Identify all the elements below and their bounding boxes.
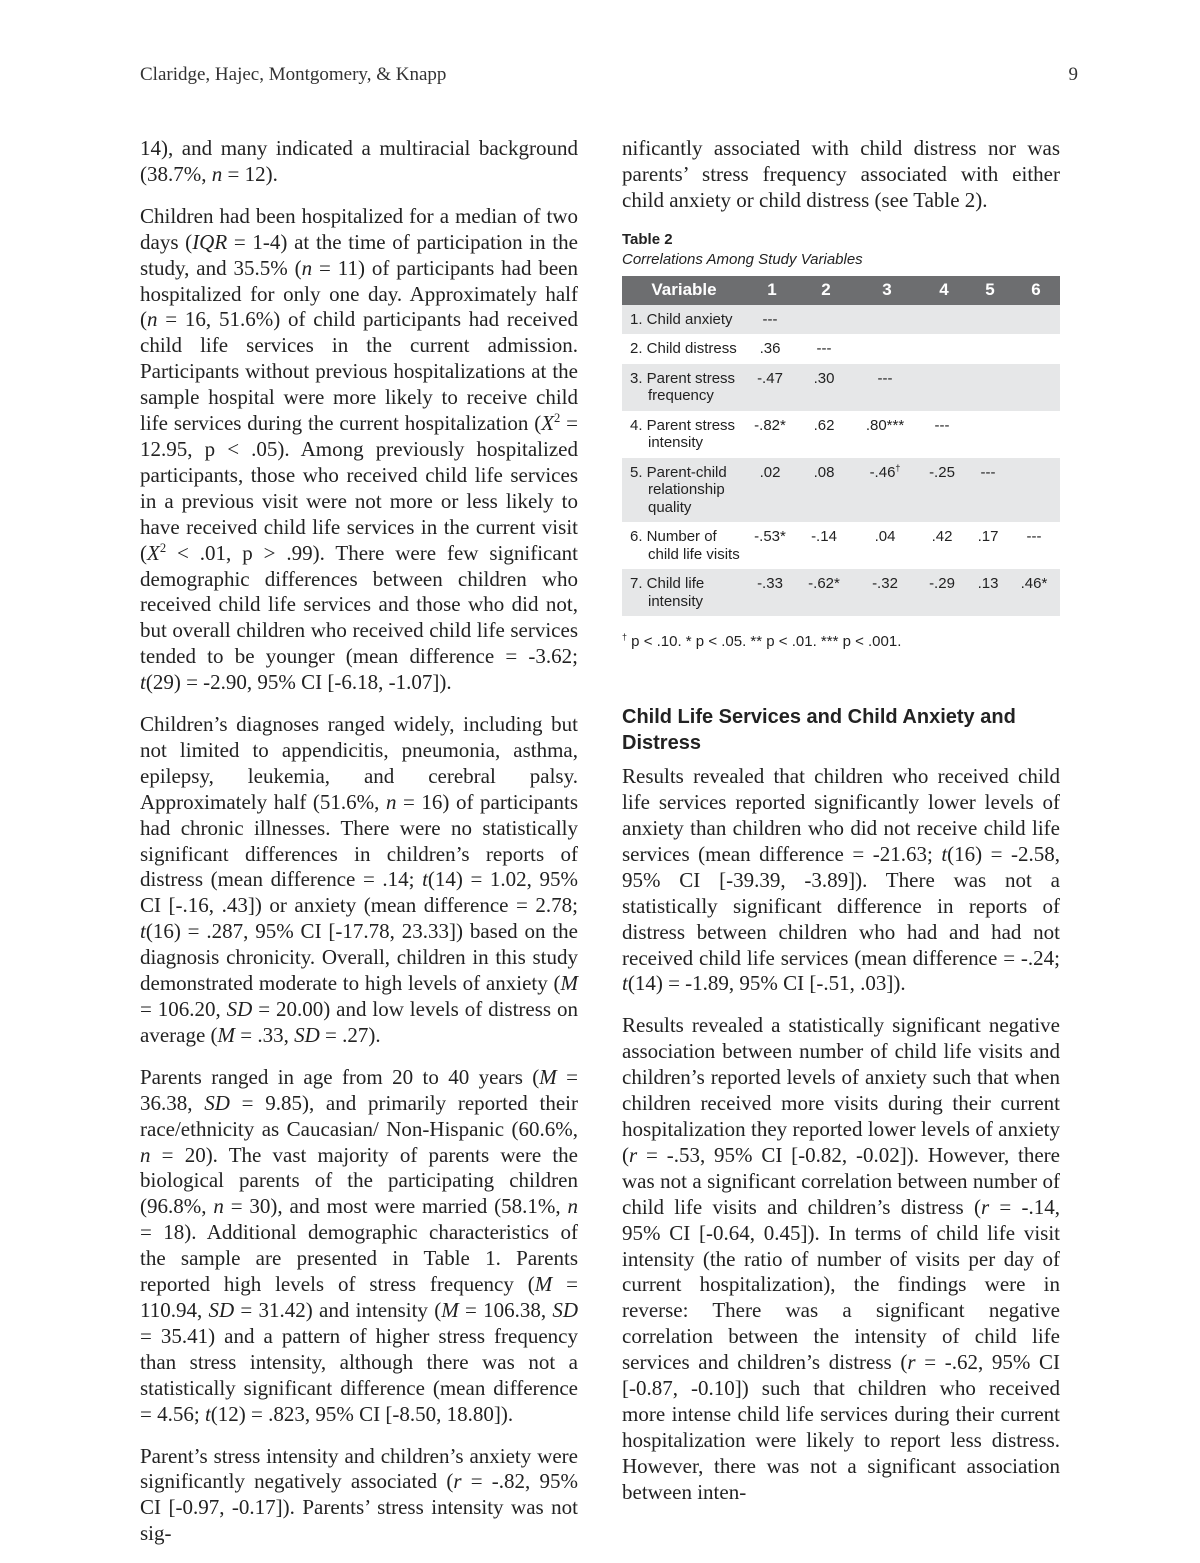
variable-label: 6. Number of child life visits bbox=[630, 528, 740, 563]
paragraph: Results revealed a statistically significant negative association between number of child life visits and children’s reported levels of anxiety such that when children received more visits during their current hospitalization they reported lower levels of anxiety (r = -.53, 95% CI [-0.82, -0.02]). However, there was not a significant correlation between number of child life visits and children’s distress (r = -.14, 95% CI [-0.64, 0.45]). In terms of child life visit intensity (the ratio of number of visits per day of current hospitalization), the findings were in reverse: There was a significant negative correlation between the intensity of child life services and children’s distress (r = -.62, 95% CI [-0.87, -0.10]) such that children who received more intense child life services during their current hospitalization were likely to report less distress. However, there was not a significant association between inten- bbox=[622, 1013, 1060, 1504]
correlation-cell bbox=[854, 334, 920, 364]
paragraph: Parent’s stress intensity and children’s anxiety were significantly negatively associated (r = -.82, 95% CI [-0.97, -0.17]). Parents’ stress intensity was not sig- bbox=[140, 1443, 578, 1546]
variable-cell bbox=[622, 458, 746, 523]
table-caption: Correlations Among Study Variables bbox=[622, 250, 863, 268]
table-row bbox=[622, 411, 1060, 458]
variable-cell bbox=[622, 411, 746, 458]
paragraph: Children had been hospitalized for a median of two days (IQR = 1-4) at the time of participation in the study, and 35.5% (n = 11) of participants had been hospitalized for only one day. Approximately half (n = 16, 51.6%) of child participants had received child life services in the current admission. Participants without previous hospitalizations at the sample hospital were more likely to receive child life services during the current hospitalization ($X^2 = 12.95$, p < .05). Among previously hospitalized participants, those who received child life services in a previous visit were not more or less likely to have received child life services in the current visit ($X^2 < .01$, p > .99). There were few significant demographic differences between children who received child life services and those who did not, but overall children who received child life services tended to be younger (mean difference = -3.62; t(29) = -2.90, 95% CI [-6.18, -1.07]). bbox=[140, 203, 579, 695]
column-header: 2 bbox=[798, 276, 854, 305]
correlation-cell bbox=[920, 305, 968, 335]
correlation-cell bbox=[968, 411, 1012, 458]
running-head: Claridge, Hajec, Montgomery, & Knapp bbox=[140, 64, 447, 85]
column-header: 6 bbox=[1012, 276, 1060, 305]
correlation-cell: .02 bbox=[746, 458, 798, 523]
correlation-cell bbox=[920, 364, 968, 411]
paragraph: Results revealed that children who received child life services reported significantly lower levels of anxiety than children who did not receive child life services (mean difference = -21.63; t(16) = -2.58, 95% CI [-39.39, -3.89]). There was not a statistically significant difference in reports of distress between children who had and had not received child life services (mean difference = -.24; t(14) = -1.89, 95% CI [-.51, .03]). bbox=[622, 764, 1061, 996]
paragraph: Children’s diagnoses ranged widely, including but not limited to appendicitis, pneumonia, asthma, epilepsy, leukemia, and cerebral palsy. Approximately half (51.6%, n = 16) of participants had chronic illnesses. There were no statistically significant differences in children’s reports of distress (mean difference = .14; t(14) = 1.02, 95% CI [-.16, .43]) or anxiety (mean difference = 2.78; t(16) = .287, 95% CI [-17.78, 23.33]) based on the diagnosis chronicity. Overall, children in this study demonstrated moderate to high levels of anxiety (M = 106.20, SD = 20.00) and low levels of distress on average (M = .33, SD = .27). bbox=[140, 712, 579, 1047]
paragraph: 14), and many indicated a multiracial background (38.7%, n = 12). bbox=[140, 136, 578, 186]
correlation-cell: -.62* bbox=[798, 569, 854, 616]
correlation-cell: --- bbox=[934, 416, 950, 434]
correlation-cell: .36 bbox=[759, 340, 781, 358]
variable-label: 7. Child life intensity bbox=[630, 575, 705, 610]
variable-cell bbox=[622, 305, 746, 335]
variable-label: 1. Child anxiety bbox=[630, 310, 733, 328]
correlation-cell: -.47 bbox=[746, 364, 798, 411]
right-column bbox=[622, 136, 1060, 1522]
paragraph: Parents ranged in age from 20 to 40 years (M = 36.38, SD = 9.85), and primarily reported their race/ethnicity as Caucasian/ Non-Hispanic (60.6%, n = 20). The vast majority of parents were the biological parents of the participating children (96.8%, n = 30), and most were married (58.1%, n = 18). Additional demographic characteristics of the sample are presented in Table 1. Parents reported high levels of stress frequency (M = 110.94, SD = 31.42) and intensity (M = 106.38, SD = 35.41) and a pattern of higher stress frequency than stress intensity, although there was not a statistically significant difference (mean difference = 4.56; t(12) = .823, 95% CI [-8.50, 18.80]). bbox=[140, 1064, 579, 1426]
left-column bbox=[140, 136, 578, 1563]
correlation-cell: .13 bbox=[968, 569, 1012, 616]
table-row bbox=[622, 522, 1060, 569]
column-header: 5 bbox=[968, 276, 1012, 305]
correlation-cell: -.53* bbox=[754, 528, 786, 546]
correlation-cell: .80*** bbox=[865, 416, 905, 434]
variable-label: 3. Parent stress frequency bbox=[630, 369, 736, 405]
section-heading: Child Life Services and Child Anxiety and Distress bbox=[622, 706, 1016, 755]
correlation-cell: -.14 bbox=[811, 528, 837, 546]
variable-label: 2. Child distress bbox=[630, 340, 737, 358]
correlation-cell: .46* bbox=[1012, 569, 1060, 616]
correlation-cell bbox=[798, 305, 854, 335]
correlation-cell: --- bbox=[1026, 528, 1042, 546]
table-row bbox=[622, 458, 1060, 523]
correlation-cell: --- bbox=[816, 340, 832, 358]
correlation-cell bbox=[1012, 334, 1060, 364]
correlation-cell: -.29 bbox=[920, 569, 968, 616]
correlation-cell: -.25 bbox=[920, 458, 968, 523]
correlation-cell: -.32 bbox=[854, 569, 920, 616]
correlation-cell bbox=[1012, 411, 1060, 458]
table-row bbox=[622, 569, 1060, 616]
correlation-cell bbox=[1012, 458, 1060, 523]
variable-label: 4. Parent stress intensity bbox=[630, 416, 736, 452]
correlation-cell bbox=[1012, 305, 1060, 335]
variable-cell bbox=[622, 569, 746, 616]
correlation-cell: -.46† bbox=[854, 458, 920, 523]
column-header: Variable bbox=[622, 276, 746, 305]
correlation-cell: .42 bbox=[931, 528, 953, 546]
table-2 bbox=[622, 230, 1060, 653]
correlation-cell bbox=[854, 305, 920, 335]
correlation-cell: .62 bbox=[813, 416, 835, 434]
correlation-cell: -.82* bbox=[754, 416, 786, 434]
correlation-cell bbox=[968, 305, 1012, 335]
table-row bbox=[622, 305, 1060, 335]
correlation-cell bbox=[968, 334, 1012, 364]
correlation-cell: .08 bbox=[798, 458, 854, 523]
variable-label: 5. Parent-child relationship quality bbox=[630, 463, 727, 516]
correlation-cell: --- bbox=[968, 458, 1012, 523]
correlation-cell: --- bbox=[854, 364, 920, 411]
variable-cell bbox=[622, 364, 746, 411]
table-label: Table 2 bbox=[622, 230, 673, 248]
variable-cell bbox=[622, 334, 746, 364]
table-header-row bbox=[622, 276, 1060, 305]
correlation-cell: .04 bbox=[874, 528, 896, 546]
variable-cell bbox=[622, 522, 746, 569]
correlation-cell: --- bbox=[746, 305, 798, 335]
table-row bbox=[622, 364, 1060, 411]
page-number: 9 bbox=[1068, 64, 1078, 85]
correlation-cell bbox=[920, 334, 968, 364]
correlation-table bbox=[622, 276, 1060, 617]
paragraph: nificantly associated with child distress nor was parents’ stress frequency associated with either child anxiety or child distress (see Table 2). bbox=[622, 136, 1060, 212]
correlation-cell bbox=[968, 364, 1012, 411]
correlation-cell: -.33 bbox=[746, 569, 798, 616]
table-note: † p < .10. * p < .05. ** p < .01. *** p < .001. bbox=[622, 632, 902, 651]
column-header: 1 bbox=[746, 276, 798, 305]
correlation-cell: .17 bbox=[977, 528, 999, 546]
correlation-cell bbox=[1012, 364, 1060, 411]
column-header: 3 bbox=[854, 276, 920, 305]
correlation-cell: .30 bbox=[798, 364, 854, 411]
column-header: 4 bbox=[920, 276, 968, 305]
table-row bbox=[622, 334, 1060, 364]
